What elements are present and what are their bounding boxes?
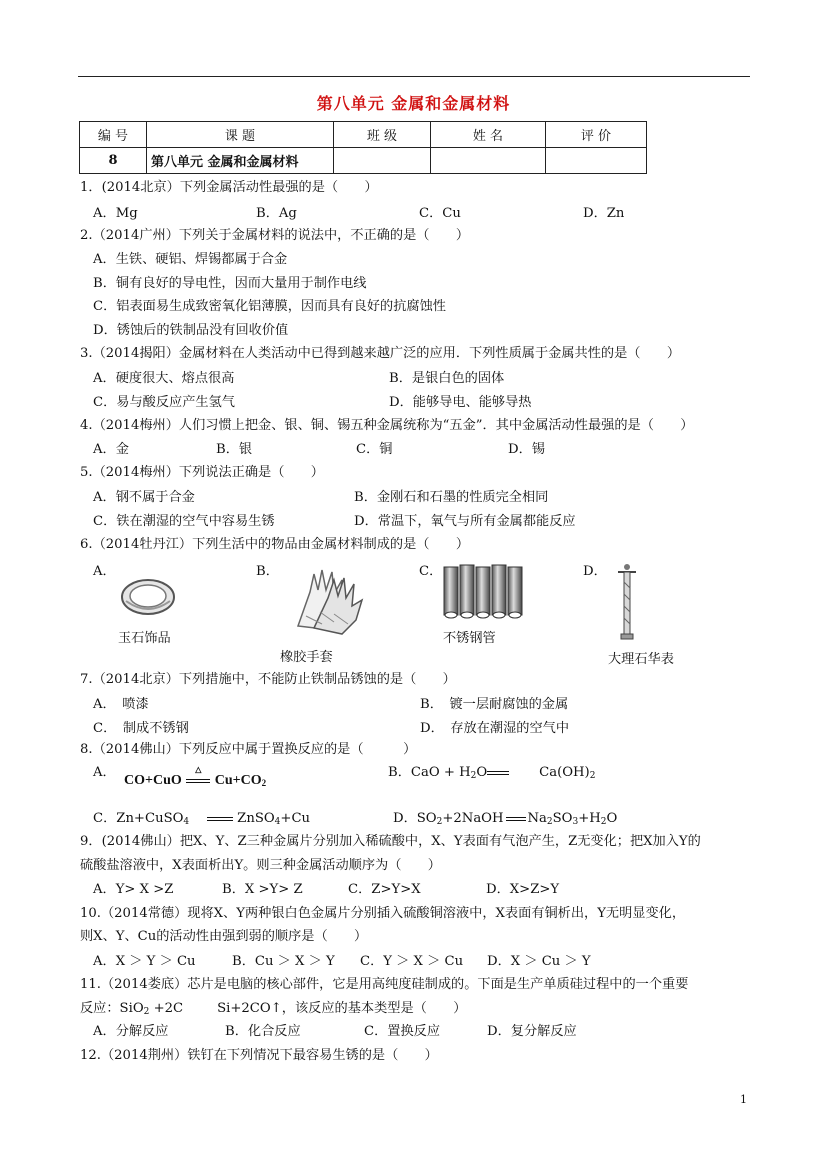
q6-option-d: D．: [583, 564, 607, 579]
q8b-product: Ca(OH): [539, 765, 590, 780]
q2-option-d: D．锈蚀后的铁制品没有回收价值: [93, 323, 289, 338]
q8c-text: +Cu: [280, 811, 311, 826]
q6-option-c: C．: [419, 564, 443, 579]
q11-text: Si+2CO↑，该反应的基本类型是（ ）: [217, 1001, 467, 1016]
q6a-caption: 玉石饰品: [118, 631, 171, 646]
q7-option-a: A． 喷漆: [93, 697, 149, 712]
table-row: [80, 122, 647, 148]
q8-option-a-equation: [124, 765, 267, 792]
jade-ring-image: [118, 575, 178, 619]
q11-option-d: D．复分解反应: [487, 1024, 577, 1039]
q8d-text: +H: [578, 811, 601, 826]
subscript: 2: [589, 771, 596, 781]
table-header-cell: 评 价: [546, 122, 647, 148]
q4-option-b: B．银: [216, 442, 253, 457]
subscript: 2: [546, 817, 553, 827]
q7-option-d: D． 存放在潮湿的空气中: [420, 721, 570, 736]
question-10: 10.（2014常德）现将X、Y两种银白色金属片分别插入硫酸铜溶液中，X表面有铜析出，Y无明显变化，: [80, 906, 686, 921]
question-4: 4.（2014梅州）人们习惯上把金、银、铜、锡五种金属统称为“五金”．其中金属活动性最强的是（ ）: [80, 418, 694, 433]
steel-pipes-image: [438, 561, 530, 621]
question-8: 8.（2014佛山）下列反应中属于置换反应的是（ ）: [80, 742, 417, 757]
question-2: 2.（2014广州）下列关于金属材料的说法中，不正确的是（ ）: [80, 228, 470, 243]
subscript: 2: [436, 817, 443, 827]
table-cell: 第八单元 金属和金属材料: [147, 148, 334, 174]
q8-option-d: [393, 810, 617, 831]
question-5: 5.（2014梅州）下列说法正确是（ ）: [80, 465, 324, 480]
question-6: 6.（2014牡丹江）下列生活中的物品由金属材料制成的是（ ）: [80, 537, 470, 552]
table-header-cell: 编 号: [80, 122, 147, 148]
table-header-cell: 姓 名: [431, 122, 546, 148]
q2-option-b: B．铜有良好的导电性，因而大量用于制作电线: [93, 276, 367, 291]
subscript: 4: [274, 817, 281, 827]
question-7: 7.（2014北京）下列措施中，不能防止铁制品锈蚀的是（ ）: [80, 672, 456, 687]
table-cell: [546, 148, 647, 174]
question-1: 1．(2014北京）下列金属活动性最强的是（ ）: [80, 180, 378, 195]
q9-option-b: B．X >Y> Z: [222, 882, 303, 897]
equals-sign: [506, 817, 526, 821]
subscript: 2: [600, 817, 607, 827]
q11-option-c: C．置换反应: [364, 1024, 441, 1039]
q4-option-c: C．铜: [356, 442, 393, 457]
subscript: 4: [183, 817, 190, 827]
top-rule: [78, 76, 750, 77]
equals-sign: [207, 817, 233, 821]
q8b-text: B．CaO + H: [388, 765, 471, 780]
q1-option-c: C．Cu: [419, 206, 461, 221]
q8d-text: Na: [527, 811, 547, 826]
q8d-text: +2NaOH: [442, 811, 504, 826]
q6-option-b: B．: [256, 564, 279, 579]
heat-symbol: △: [195, 765, 202, 774]
q8d-text: O: [606, 811, 618, 826]
q8a-products: Cu+CO: [214, 773, 262, 788]
equals-sign: [487, 771, 509, 775]
question-9: 9．(2014佛山）把X、Y、Z三种金属片分别加入稀硫酸中，X、Y表面有气泡产生，Z无变化；把X加入Y的: [80, 834, 701, 849]
q5-option-b: B．金刚石和石墨的性质完全相同: [354, 490, 549, 505]
q11-text: +2C: [149, 1001, 184, 1016]
q3-option-d: D．能够导电、能够导热: [389, 395, 532, 410]
q11-text: 反应：SiO: [80, 1001, 144, 1016]
marble-column-image: [612, 562, 642, 640]
table-header-cell: 班 级: [334, 122, 431, 148]
q8-option-b: [388, 764, 595, 785]
question-12: 12.（2014荆州）铁钉在下列情况下最容易生锈的是（ ）: [80, 1048, 438, 1063]
table-cell: 8: [80, 148, 147, 174]
q9-option-d: D．X>Z>Y: [486, 882, 560, 897]
question-11: 11.（2014娄底）芯片是电脑的核心部件，它是用高纯度硅制成的。下面是生产单质硅过程中的一个重要: [80, 977, 689, 992]
q1-option-a: A．Mg: [93, 206, 138, 221]
q5-option-a: A．钢不属于合金: [93, 490, 195, 505]
q8c-text: C．Zn+CuSO: [93, 811, 184, 826]
header-table: [79, 121, 647, 174]
q8d-text: D．SO: [393, 811, 437, 826]
q4-option-a: A．金: [93, 442, 129, 457]
subscript: 2: [470, 771, 477, 781]
q6b-caption: 橡胶手套: [280, 650, 333, 665]
q9-option-a: A．Y> X >Z: [93, 882, 174, 897]
q10-option-c: C．Y ＞ X ＞ Cu: [360, 954, 464, 969]
q2-option-a: A．生铁、硬铝、焊锡都属于合金: [93, 252, 288, 267]
q2-option-c: C．铝表面易生成致密氧化铝薄膜，因而具有良好的抗腐蚀性: [93, 299, 446, 314]
table-cell: [334, 148, 431, 174]
q10-option-b: B．Cu ＞ X ＞ Y: [232, 954, 335, 969]
q9-option-c: C．Z>Y>X: [348, 882, 421, 897]
q6-option-a: A．: [93, 564, 116, 579]
page-number: 1: [740, 1093, 747, 1106]
question-11-cont: [80, 1000, 466, 1021]
question-9-cont: 硫酸盐溶液中，X表面析出Y。则三种金属活动顺序为（ ）: [80, 858, 441, 873]
q5-option-d: D．常温下，氧气与所有金属都能反应: [354, 514, 576, 529]
rubber-gloves-image: [288, 566, 372, 638]
q10-option-d: D．X ＞ Cu ＞ Y: [487, 954, 591, 969]
question-10-cont: 则X、Y、Cu的活动性由强到弱的顺序是（ ）: [80, 929, 368, 944]
q8c-product: ZnSO: [237, 811, 275, 826]
q11-option-a: A．分解反应: [93, 1024, 169, 1039]
table-row: [80, 148, 647, 174]
q1-option-b: B．Ag: [256, 206, 297, 221]
q6c-caption: 不锈钢管: [443, 631, 496, 646]
q10-option-a: A．X ＞ Y ＞ Cu: [93, 954, 196, 969]
q8b-text: O: [476, 765, 488, 780]
q11-option-b: B．化合反应: [225, 1024, 301, 1039]
q1-option-d: D．Zn: [583, 206, 625, 221]
q8d-text: SO: [552, 811, 573, 826]
question-3: 3.（2014揭阳）金属材料在人类活动中已得到越来越广泛的应用．下列性质属于金属共性的是（ ）: [80, 346, 681, 361]
table-cell: [431, 148, 546, 174]
q3-option-c: C．易与酸反应产生氢气: [93, 395, 235, 410]
q6d-caption: 大理石华表: [608, 652, 674, 667]
reaction-arrow: [185, 765, 211, 790]
q3-option-b: B．是银白色的固体: [389, 371, 505, 386]
q7-option-c: C． 制成不锈钢: [93, 721, 189, 736]
page-title: 第八单元 金属和金属材料: [316, 94, 511, 113]
subscript: 3: [572, 817, 579, 827]
table-header-cell: 课 题: [147, 122, 334, 148]
q8-option-c: [93, 810, 310, 831]
subscript: 2: [143, 1007, 150, 1017]
q7-option-b: B． 镀一层耐腐蚀的金属: [420, 697, 569, 712]
q5-option-c: C．铁在潮湿的空气中容易生锈: [93, 514, 275, 529]
q3-option-a: A．硬度很大、熔点很高: [93, 371, 235, 386]
subscript: 2: [261, 778, 267, 788]
q8-option-a-label: A．: [93, 765, 116, 780]
q8a-reactants: CO+CuO: [124, 773, 182, 788]
q4-option-d: D．锡: [508, 442, 545, 457]
